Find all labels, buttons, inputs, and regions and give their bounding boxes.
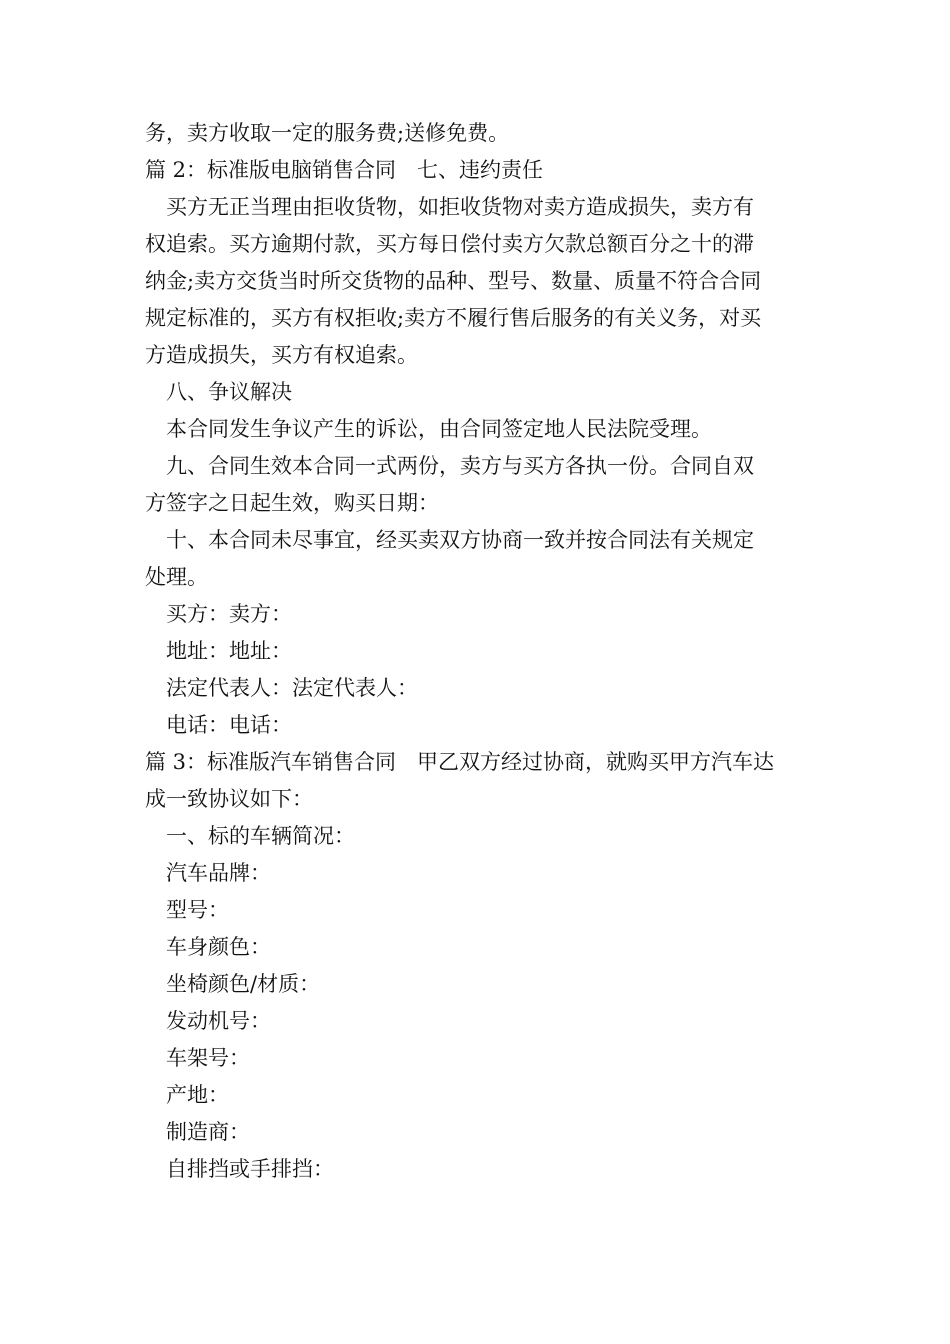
text-line: 纳金;卖方交货当时所交货物的品种、型号、数量、质量不符合合同 — [145, 269, 762, 293]
text-line: 成一致协议如下： — [145, 787, 313, 811]
text-line: 方造成损失，买方有权追索。 — [145, 343, 418, 367]
text-line: 本合同发生争议产生的诉讼，由合同签定地人民法院受理。 — [166, 417, 712, 441]
clause-heading: 八、争议解决 — [166, 380, 292, 404]
form-field-label: 坐椅颜色/材质： — [166, 972, 321, 996]
form-field-label: 自排挡或手排挡： — [166, 1157, 334, 1181]
form-field-label: 制造商： — [166, 1120, 250, 1144]
form-field-label: 车身颜色： — [166, 935, 271, 959]
text-line: 买方无正当理由拒收货物，如拒收货物对卖方造成损失，卖方有 — [166, 195, 754, 219]
signature-field: 法定代表人：法定代表人： — [166, 676, 418, 700]
signature-field: 地址：地址： — [166, 639, 292, 663]
form-field-label: 汽车品牌： — [166, 861, 271, 885]
form-field-label: 产地： — [166, 1083, 229, 1107]
text-line: 十、本合同未尽事宜，经买卖双方协商一致并按合同法有关规定 — [166, 528, 754, 552]
form-field-label: 发动机号： — [166, 1009, 271, 1033]
form-field-label: 车架号： — [166, 1046, 250, 1070]
signature-field: 买方：卖方： — [166, 602, 292, 626]
text-line: 务，卖方收取一定的服务费;送修免费。 — [145, 121, 510, 145]
document-body — [145, 115, 810, 1188]
text-line: 九、合同生效本合同一式两份，卖方与买方各执一份。合同自双 — [166, 454, 754, 478]
text-line: 规定标准的，买方有权拒收;卖方不履行售后服务的有关义务，对买 — [145, 306, 762, 330]
section-heading-line: 篇 2：标准版电脑销售合同 七、违约责任 — [145, 158, 544, 182]
form-field-label: 型号： — [166, 898, 229, 922]
text-line: 处理。 — [145, 565, 208, 589]
text-line: 方签字之日起生效，购买日期： — [145, 491, 439, 515]
clause-heading: 一、标的车辆简况： — [166, 824, 355, 848]
signature-field: 电话：电话： — [166, 713, 292, 737]
section-heading-line: 篇 3：标准版汽车销售合同 甲乙双方经过协商，就购买甲方汽车达 — [145, 750, 775, 774]
text-line: 权追索。买方逾期付款，买方每日偿付卖方欠款总额百分之十的滞 — [145, 232, 754, 256]
